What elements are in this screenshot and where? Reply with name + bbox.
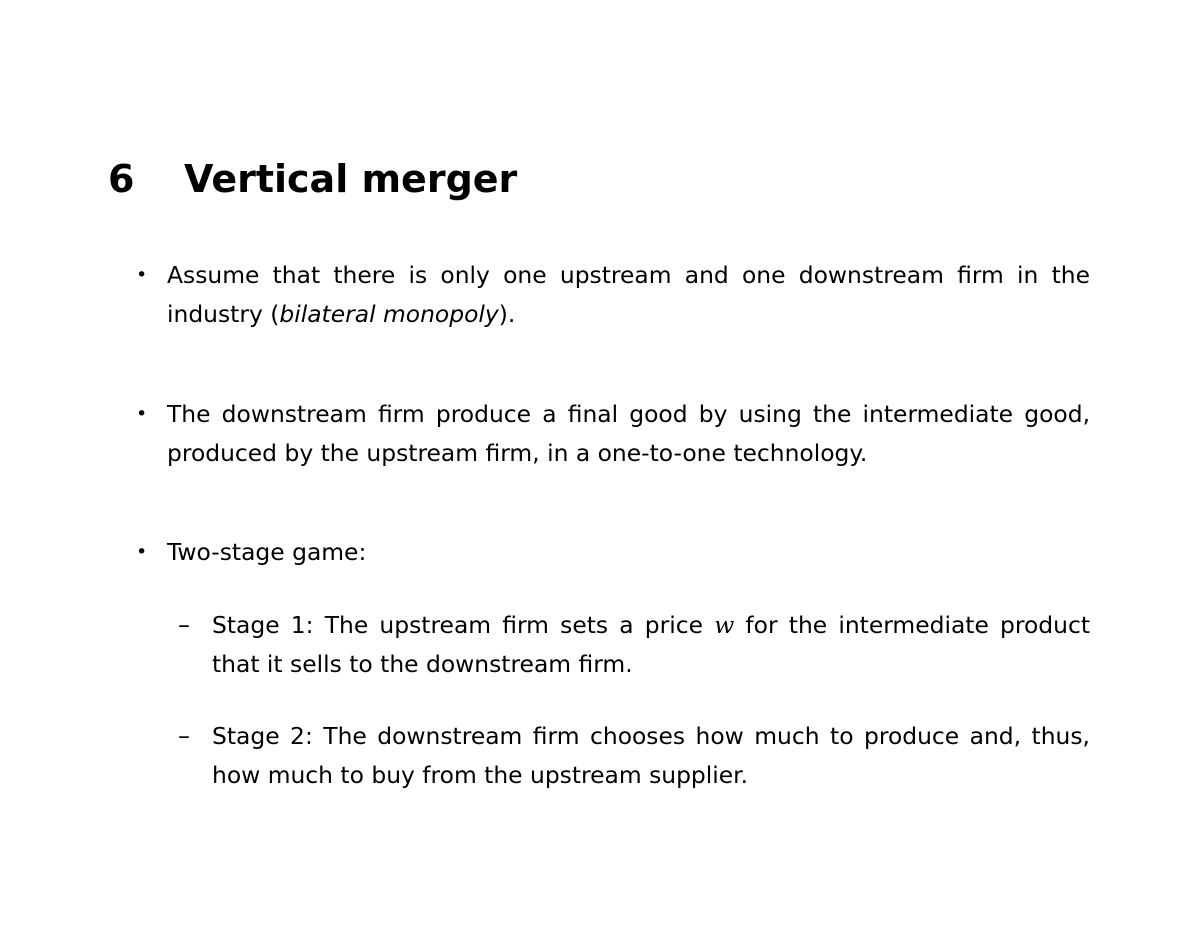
bullet-text [167,256,1090,334]
bullet-icon: • [136,403,148,425]
sub-item-text-part: Stage 1: The upstream firm sets a price [212,611,715,639]
bullet-text-part: Assume that there is only one upstream and one downstream firm in the industry ( [167,261,1090,328]
section-number: 6 [108,157,135,201]
dash-icon: – [178,611,190,639]
bullet-icon: • [136,541,148,563]
section-heading [108,154,517,204]
math-variable: w [714,611,735,639]
bullet-text: The downstream firm produce a final good by using the intermediate good, produced by the upstream firm, in a one-to-one technology. [167,400,1090,467]
section-title: Vertical merger [184,157,518,201]
sub-item-text [212,606,1090,684]
bullet-text: Two-stage game: [167,538,367,566]
sub-item-text: Stage 2: The downstream firm chooses how much to produce and, thus, how much to buy from the upstream supplier. [212,722,1090,789]
emphasis-term: bilateral monopoly [279,300,499,328]
bullet-icon: • [136,264,148,286]
bullet-text-part: ). [498,300,516,328]
dash-icon: – [178,722,190,750]
sub-item-text-part: for the intermediate product that it sells to the downstream firm. [212,611,1091,678]
